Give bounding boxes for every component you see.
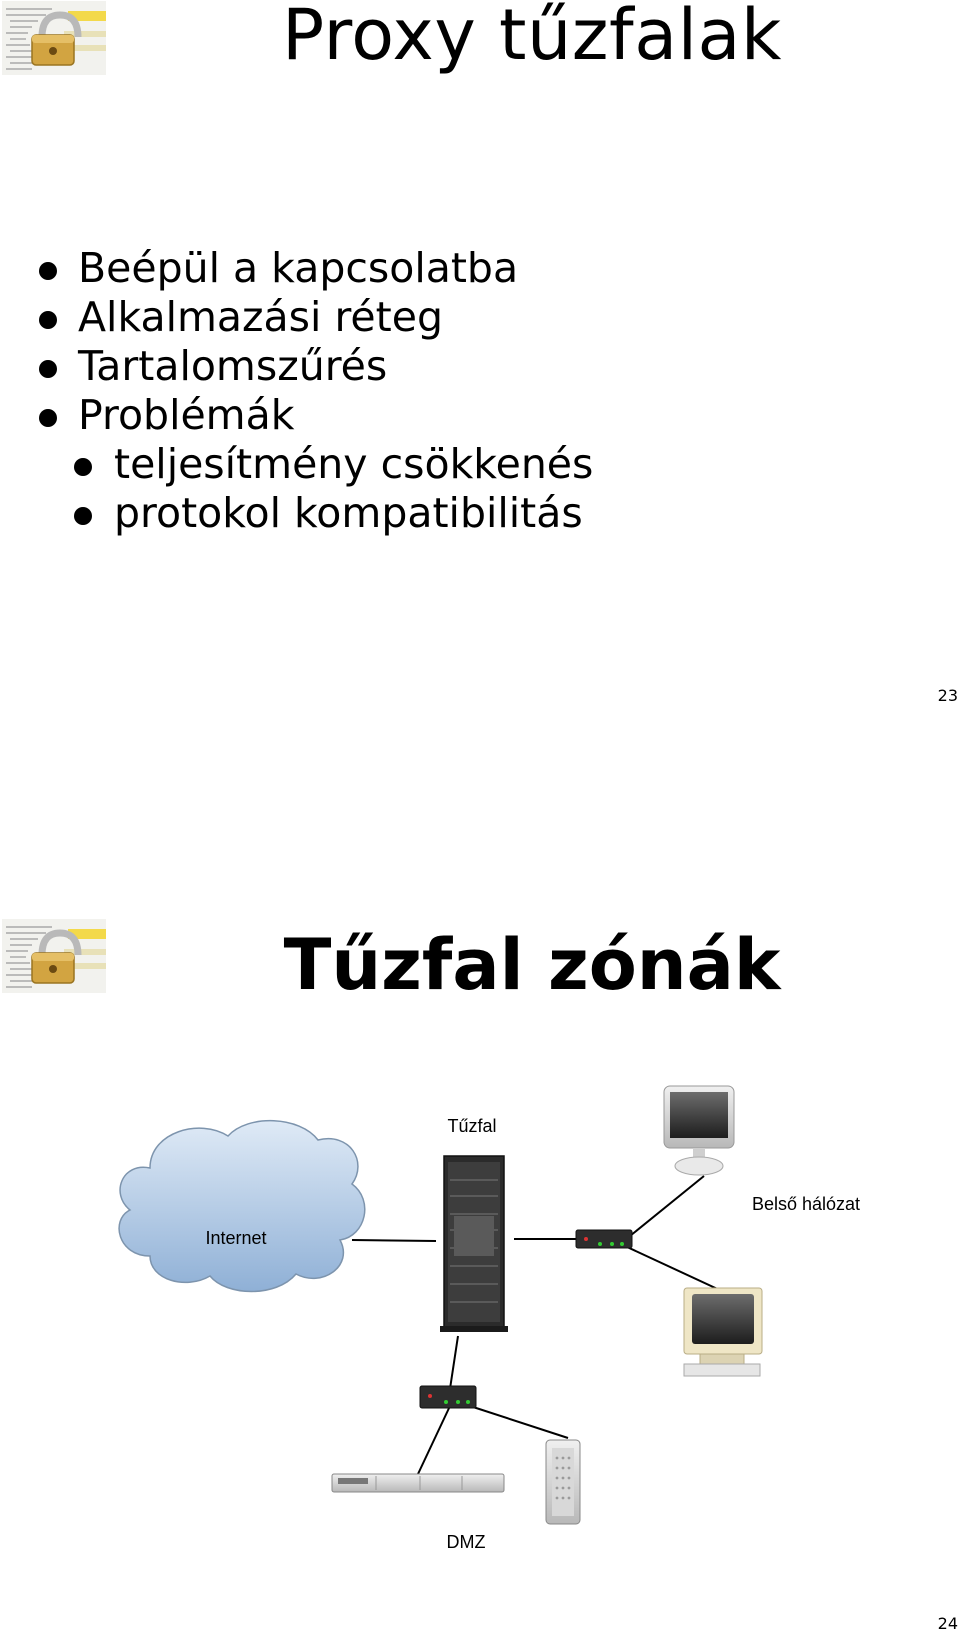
- bullet-item: Beépül a kapcsolatba: [26, 244, 593, 293]
- server-rack-icon: [440, 1156, 508, 1332]
- bullet-list: [26, 244, 593, 538]
- page-number: 24: [937, 1614, 958, 1633]
- slide-title: Tűzfal zónák: [283, 924, 781, 1006]
- network-diagram: [0, 918, 960, 1632]
- imac-icon: [664, 1086, 734, 1175]
- firewall-label: Tűzfal: [447, 1116, 497, 1136]
- internet-label: Internet: [205, 1228, 267, 1248]
- dmz-label: DMZ: [446, 1532, 486, 1552]
- bullet-icon: [39, 409, 57, 427]
- rack-server-icon: [332, 1474, 504, 1492]
- slide-title: Proxy tűzfalak: [282, 0, 782, 76]
- switch-icon: [576, 1230, 632, 1248]
- bullet-icon: [39, 360, 57, 378]
- sub-bullet-item: teljesítmény csökkenés: [26, 440, 593, 489]
- crt-monitor-icon: [684, 1288, 762, 1376]
- bullet-item: Alkalmazási réteg: [26, 293, 593, 342]
- bullet-icon: [74, 458, 92, 476]
- bullet-item: Problémák: [26, 391, 593, 440]
- bullet-icon: [39, 262, 57, 280]
- internal-network-label: Belső hálózat: [751, 1194, 861, 1214]
- page-number: 23: [937, 686, 958, 705]
- cloud-icon: [119, 1121, 365, 1292]
- connection-lines: [352, 1176, 724, 1474]
- tower-server-icon: [546, 1440, 580, 1524]
- bullet-icon: [39, 311, 57, 329]
- switch-icon: [420, 1386, 476, 1408]
- slide-proxy-firewalls: [0, 0, 960, 716]
- sub-bullet-item: protokol kompatibilitás: [26, 489, 593, 538]
- bullet-item: Tartalomszűrés: [26, 342, 593, 391]
- slide-firewall-zones: [0, 918, 960, 1632]
- bullet-icon: [74, 507, 92, 525]
